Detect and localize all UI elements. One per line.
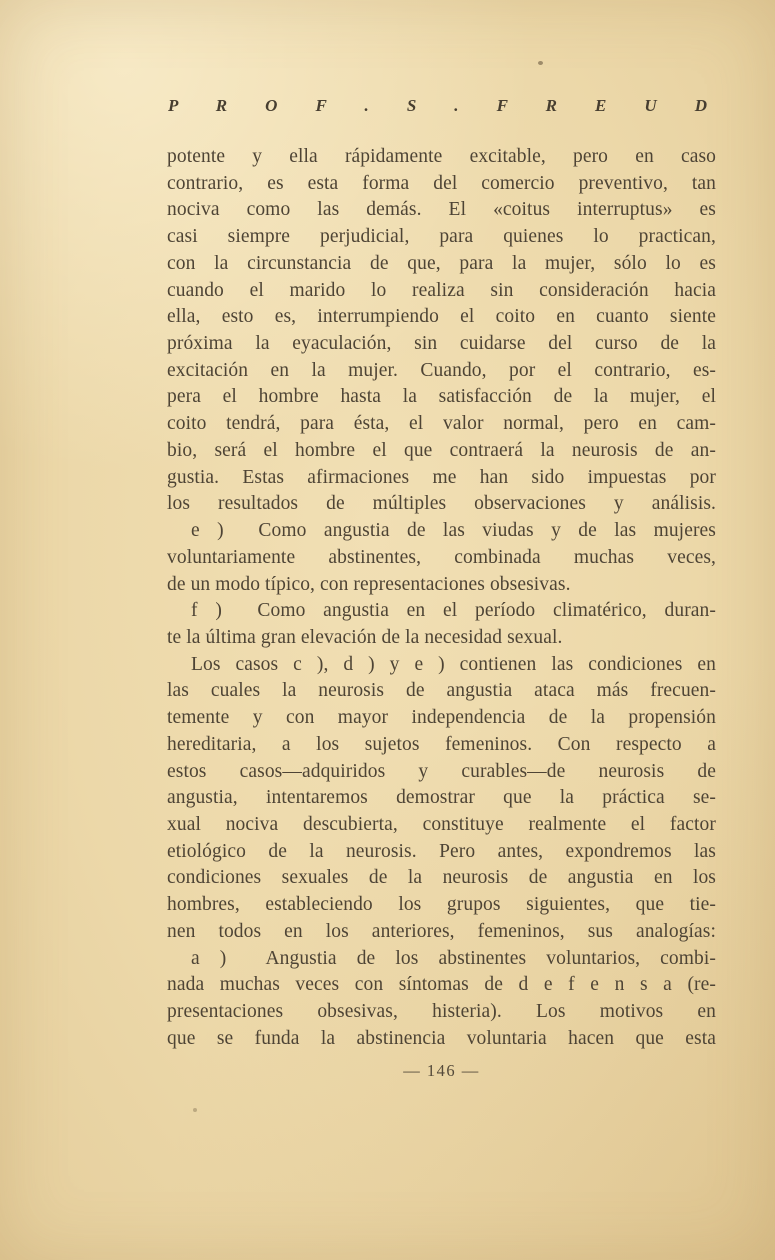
page-number: — 146 — xyxy=(403,1061,480,1080)
text-line: que se funda la abstinencia voluntaria hacen que esta xyxy=(167,1027,716,1049)
text-line: potente y ella rápidamente excitable, pero en caso xyxy=(167,146,716,167)
text-line: excitación en la mujer. Cuando, por el contrario, es- xyxy=(167,359,716,381)
text-line: bio, será el hombre el que contraerá la neurosis de an- xyxy=(167,439,716,461)
text-line: nociva como las demás. El «coitus interruptus» es xyxy=(167,199,716,221)
text-line: próxima la eyaculación, sin cuidarse del curso de la xyxy=(167,333,716,355)
text-line: voluntariamente abstinentes, combinada muchas veces, xyxy=(167,546,716,568)
text-line: contrario, es esta forma del comercio preventivo, tan xyxy=(167,172,716,194)
paper-speck xyxy=(538,61,543,65)
text-line: casi siempre perjudicial, para quienes lo practican, xyxy=(167,226,716,248)
text-line: te la última gran elevación de la necesidad sexual. xyxy=(167,626,563,648)
text-line: nada muchas veces con síntomas de d e f e n s a (re- xyxy=(167,974,716,996)
text-line: hereditaria, a los sujetos femeninos. Con respecto a xyxy=(167,733,716,755)
text-line: angustia, intentaremos demostrar que la práctica se- xyxy=(167,787,716,809)
text-line: coito tendrá, para ésta, el valor normal, pero en cam- xyxy=(167,413,716,435)
text-line: e ) Como angustia de las viudas y de las mujeres xyxy=(191,520,716,542)
text-line: con la circunstancia de que, para la mujer, sólo lo es xyxy=(167,252,716,274)
text-line: gustia. Estas afirmaciones me han sido impuestas por xyxy=(167,466,716,488)
text-line: etiológico de la neurosis. Pero antes, expondremos las xyxy=(167,840,716,862)
text-line: hombres, estableciendo los grupos siguientes, que tie- xyxy=(167,894,716,916)
text-line: xual nociva descubierta, constituye realmente el factor xyxy=(167,813,716,835)
text-line: pera el hombre hasta la satisfacción de la mujer, el xyxy=(167,386,716,408)
text-line: estos casos—adquiridos y curables—de neurosis de xyxy=(167,760,716,782)
text-line: nen todos en los anteriores, femeninos, sus analogías: xyxy=(167,920,716,942)
running-head: P R O F . S . F R E U D xyxy=(168,96,708,115)
paper-speck xyxy=(193,1108,197,1112)
text-line: ella, esto es, interrumpiendo el coito en cuanto siente xyxy=(167,306,716,328)
text-line: cuando el marido lo realiza sin consideración hacia xyxy=(167,279,716,301)
text-line: f ) Como angustia en el período climatérico, duran- xyxy=(191,600,716,622)
text-line: los resultados de múltiples observaciones y análisis. xyxy=(167,493,716,515)
text-line: condiciones sexuales de la neurosis de angustia en los xyxy=(167,867,716,889)
text-line: presentaciones obsesivas, histeria). Los motivos en xyxy=(167,1001,716,1022)
text-line: temente y con mayor independencia de la propensión xyxy=(167,707,716,729)
text-line: de un modo típico, con representaciones obsesivas. xyxy=(167,573,571,595)
text-line: Los casos c ), d ) y e ) contienen las condiciones en xyxy=(191,653,716,675)
body-text xyxy=(167,144,716,1052)
text-line: las cuales la neurosis de angustia ataca más frecuen- xyxy=(167,680,716,702)
text-line: a ) Angustia de los abstinentes voluntarios, combi- xyxy=(191,947,716,969)
